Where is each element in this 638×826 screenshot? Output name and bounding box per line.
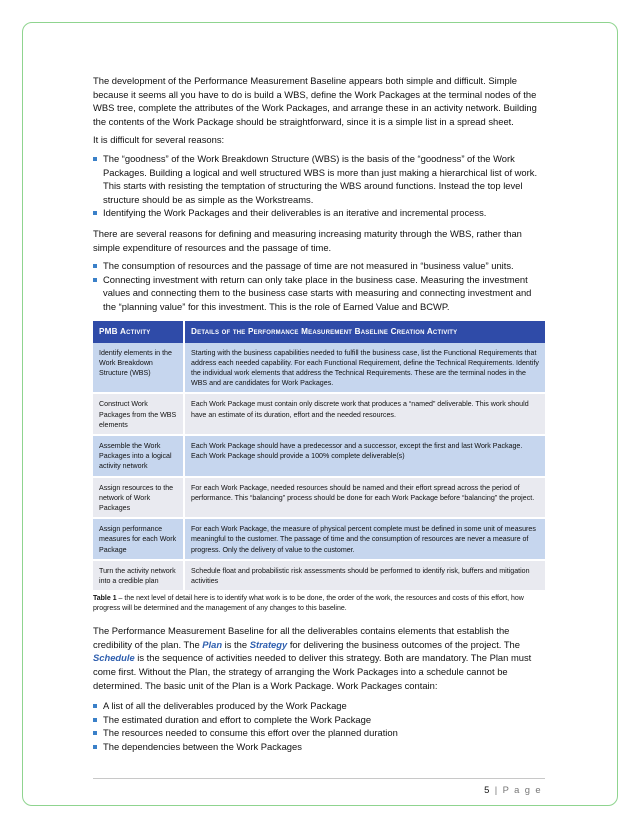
table-row — [93, 477, 545, 519]
paragraph-maturity: There are several reasons for defining and measuring increasing maturity through the WBS, rather than simple expenditure of resources and the passage of time. — [93, 227, 522, 253]
table-cell-details: For each Work Package, needed resources should be named and their effort spread across the period of performance. This “balancing” process should be done for each Work Package before “balancing” the project. — [184, 477, 545, 519]
table-row — [93, 435, 545, 477]
table-header-details: Details of the Performance Measurement Baseline Creation Activity — [184, 321, 545, 343]
text-run: for delivering the business outcomes of the project. The — [287, 638, 520, 650]
table-row — [93, 560, 545, 591]
paragraph-intro: The development of the Performance Measurement Baseline appears both simple and difficult. Simple because it seems all you have to do is build a WBS, define the Work Packages at the terminal nodes of the WBS tree, complete the attributes of the Work Packages, and arrange these in an activity network. Building the contents of the Work Package should be straightforward, since it is a simple list in a spread sheet. — [93, 75, 537, 127]
bullet-list-maturity — [93, 259, 545, 313]
table-cell-details: Each Work Package should have a predecessor and a successor, except the first and last Work Package. Each Work Package should provide a 100% complete deliverable(s) — [184, 435, 545, 477]
table-cell-activity: Construct Work Packages from the WBS elements — [93, 393, 184, 435]
page-number-value: 5 — [484, 784, 491, 795]
table-caption-text: – the next level of detail here is to identify what work is to be done, the order of the work, the resources and costs of this effort, how progress will be determined and the management of any changes to this baseline. — [93, 595, 524, 613]
table-cell-activity: Turn the activity network into a credible plan — [93, 560, 184, 591]
list-item: The estimated duration and effort to complete the Work Package — [93, 713, 545, 727]
table-row — [93, 518, 545, 560]
list-item: A list of all the deliverables produced by the Work Package — [93, 699, 545, 713]
page-word: P a g e — [502, 784, 542, 795]
emphasis-schedule: Schedule — [93, 652, 135, 664]
table-cell-details: Each Work Package must contain only discrete work that produces a “named” deliverable. This work should have an estimate of its duration, effort and the needed resources. — [184, 393, 545, 435]
footer-divider — [93, 778, 545, 779]
emphasis-plan: Plan — [202, 638, 223, 650]
text-run: is the sequence of activities needed to deliver this strategy. Both are mandatory. The Plan must come first. Without the Plan, the strategy of arranging the Work Packages into a schedule cannot be determined. The basic unit of the Plan is a Work Package. Work Packages contain: — [93, 652, 532, 691]
bullet-list-reasons — [93, 152, 545, 220]
paragraph-pmb-plan — [93, 624, 545, 692]
page-separator: | — [490, 784, 503, 795]
table-cell-details: Schedule float and probabilistic risk assessments should be performed to identify risk, buffers and mitigation activities — [184, 560, 545, 591]
list-item: Connecting investment with return can only take place in the business case. Measuring the investment values and connecting them to the business case starts with measuring and connecting investment and the “planning value” for this investment. This is the role of Earned Value and BCWP. — [93, 273, 545, 314]
table-caption-label: Table 1 — [93, 595, 117, 603]
table-cell-activity: Identify elements in the Work Breakdown Structure (WBS) — [93, 343, 184, 394]
text-run: The Performance Measurement Baseline for all the deliverables contains elements that establish the credibility of the plan. The — [93, 625, 510, 650]
table-cell-activity: Assign resources to the network of Work Packages — [93, 477, 184, 519]
list-item: The resources needed to consume this effort over the planned duration — [93, 726, 545, 740]
page-number — [484, 784, 542, 795]
list-item: The “goodness” of the Work Breakdown Structure (WBS) is the basis of the “goodness” of the Work Packages. Building a logical and well structured WBS is more than just making a hierarchical list of work. This starts with resisting the temptation of structuring the WBS around functions. Instead the top level structure should be as simple as the Workstreams. — [93, 152, 545, 206]
table-cell-details: For each Work Package, the measure of physical percent complete must be defined in some unit of measures meaningful to the customer. The passage of time and the consumption of resources are never a measure of progress. Only the delivery of value to the customer. — [184, 518, 545, 560]
document-body — [93, 74, 545, 761]
table-cell-details: Starting with the business capabilities needed to fulfill the business case, list the Functional Requirements that address each needed capability. For each Functional Requirement, define the Technical Requirements. Identify the individual work elements that address the Technical Requirements. These are the terminal nodes in the WBS and are candidates for Work Packages. — [184, 343, 545, 394]
emphasis-strategy: Strategy — [249, 638, 288, 650]
paragraph-difficult: It is difficult for several reasons: — [93, 134, 225, 146]
table-header-activity: PMB Activity — [93, 321, 184, 343]
text-run: is the — [222, 638, 250, 650]
table-row — [93, 343, 545, 394]
table-cell-activity: Assemble the Work Packages into a logical activity network — [93, 435, 184, 477]
list-item: Identifying the Work Packages and their deliverables is an iterative and incremental process. — [93, 206, 545, 220]
list-item: The dependencies between the Work Packages — [93, 740, 545, 754]
list-item: The consumption of resources and the passage of time are not measured in “business value” units. — [93, 259, 545, 273]
pmb-activity-table — [93, 321, 545, 593]
table-row — [93, 393, 545, 435]
bullet-list-work-package-contents — [93, 699, 545, 753]
table-cell-activity: Assign performance measures for each Work Package — [93, 518, 184, 560]
table-caption — [93, 594, 545, 614]
